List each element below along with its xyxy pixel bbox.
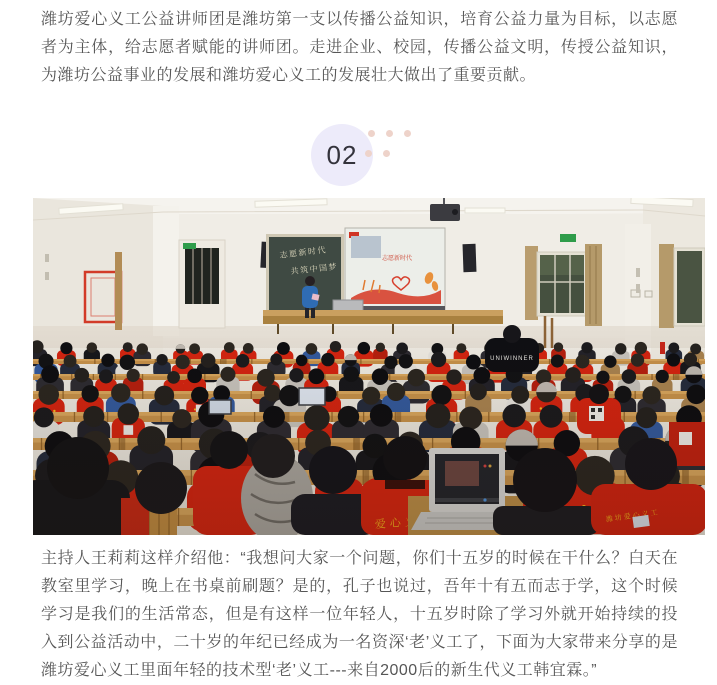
divider-dot — [383, 150, 390, 157]
section-divider — [311, 124, 373, 186]
divider-dot — [404, 130, 411, 137]
section-number: 02 — [326, 139, 358, 170]
intro-paragraph: 潍坊爱心义工公益讲师团是潍坊第一支以传播公益知识，培育公益力量为目标，以志愿者为主体，给志愿者赋能的讲师团。走进企业、校园，传播公益文明，传授公益知识，为潍坊公益事业的发展和潍坊爱心义工的发展壮大做出了重要贡献。 — [41, 11, 678, 84]
blackboard-text-line1: 志愿新时代 — [279, 245, 328, 260]
closing-paragraph: 主持人王莉莉这样介绍他：“我想问大家一个问题，你们十五岁的时候在干什么？白天在教室里学习，晚上在书桌前刷题？是的，孔子也说过，吾年十有五而志于学，这个时候学习是我们的生活常态，但是有这样一位年轻人，十五岁时除了学习外就开始持续的投入到公益活动中，二十岁的年纪已经成为一名资深‘老’义工了，下面为大家带来分享的是潍坊爱心义工里面年轻的技术型‘老’义工---来自2000后的新生代义工韩宜霖。” — [41, 550, 678, 679]
divider-dot — [386, 130, 393, 137]
divider-dot — [368, 130, 375, 137]
lecture-photo — [33, 198, 705, 535]
blackboard-text-line2: 共筑中国梦 — [290, 262, 339, 276]
divider-dot — [365, 150, 372, 157]
photo-vignette — [33, 328, 705, 535]
section-number-badge — [311, 124, 373, 186]
lecture-photo-svg — [33, 198, 705, 535]
screen-title-text: 志愿新时代 — [381, 256, 413, 262]
